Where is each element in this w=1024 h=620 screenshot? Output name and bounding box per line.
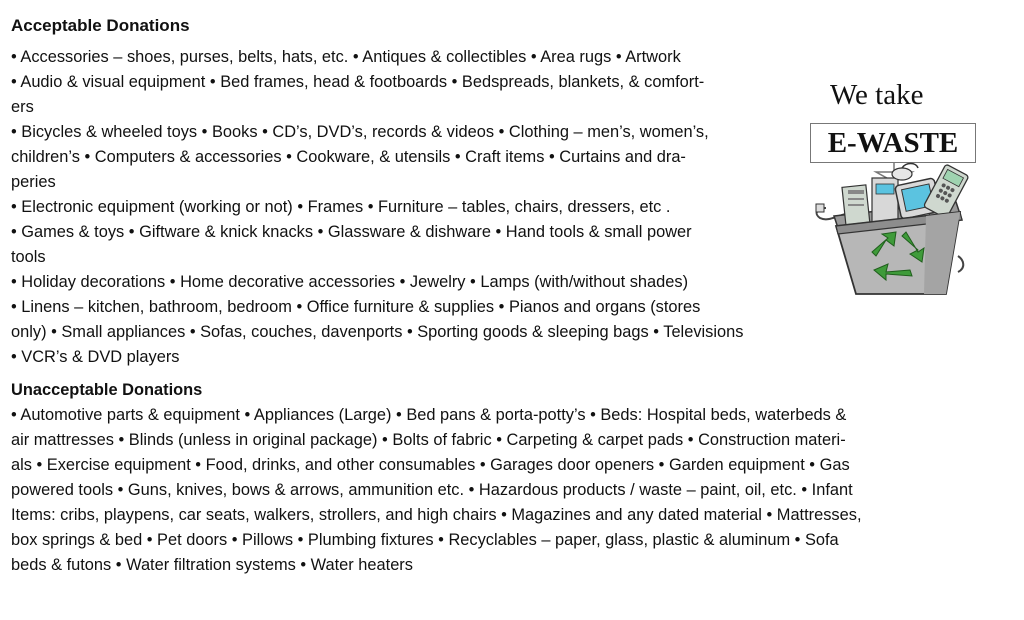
unacceptable-donations-heading: Unacceptable Donations	[11, 381, 203, 399]
acceptable-line: only) • Small appliances • Sofas, couches, davenports • Sporting goods & sleeping bags • Televisions	[11, 323, 744, 341]
ewaste-label-box: E-WASTE	[810, 123, 976, 163]
unacceptable-line: powered tools • Guns, knives, bows & arrows, ammunition etc. • Hazardous products / waste – paint, oil, etc. • Infant	[11, 481, 853, 499]
recycle-bin-electronics-icon	[806, 160, 982, 300]
unacceptable-line: box springs & bed • Pet doors • Pillows • Plumbing fixtures • Recyclables – paper, glass, plastic & aluminum • Sofa	[11, 531, 839, 549]
unacceptable-line: air mattresses • Blinds (unless in original package) • Bolts of fabric • Carpeting & carpet pads • Construction materi-	[11, 431, 846, 449]
acceptable-line: children’s • Computers & accessories • Cookware, & utensils • Craft items • Curtains and dra-	[11, 148, 686, 166]
acceptable-line: • Accessories – shoes, purses, belts, hats, etc. • Antiques & collectibles • Area rugs • Artwork	[11, 48, 681, 66]
acceptable-line: peries	[11, 173, 56, 191]
acceptable-line: ers	[11, 98, 34, 116]
acceptable-line: • Bicycles & wheeled toys • Books • CD’s, DVD’s, records & videos • Clothing – men’s, women’s,	[11, 123, 709, 141]
acceptable-line: • VCR’s & DVD players	[11, 348, 180, 366]
acceptable-line: • Games & toys • Giftware & knick knacks • Glassware & dishware • Hand tools & small power	[11, 223, 692, 241]
we-take-label: We take	[830, 79, 924, 111]
unacceptable-line: • Automotive parts & equipment • Appliances (Large) • Bed pans & porta-potty’s • Beds: Hospital beds, waterbeds &	[11, 406, 847, 424]
acceptable-line: • Linens – kitchen, bathroom, bedroom • Office furniture & supplies • Pianos and organs (stores	[11, 298, 701, 316]
acceptable-line: tools	[11, 248, 46, 266]
acceptable-line: • Audio & visual equipment • Bed frames, head & footboards • Bedspreads, blankets, & comfort-	[11, 73, 705, 91]
acceptable-donations-heading: Acceptable Donations	[11, 16, 190, 35]
acceptable-line: • Holiday decorations • Home decorative accessories • Jewelry • Lamps (with/without shades)	[11, 273, 689, 291]
ewaste-graphic	[806, 76, 982, 306]
unacceptable-line: beds & futons • Water filtration systems • Water heaters	[11, 556, 413, 574]
unacceptable-line: als • Exercise equipment • Food, drinks, and other consumables • Garages door openers • Garden equipment • Gas	[11, 456, 850, 474]
acceptable-line: • Electronic equipment (working or not) • Frames • Furniture – tables, chairs, dressers, etc .	[11, 198, 671, 216]
unacceptable-line: Items: cribs, playpens, car seats, walkers, strollers, and high chairs • Magazines and any dated material • Mattresses,	[11, 506, 862, 524]
